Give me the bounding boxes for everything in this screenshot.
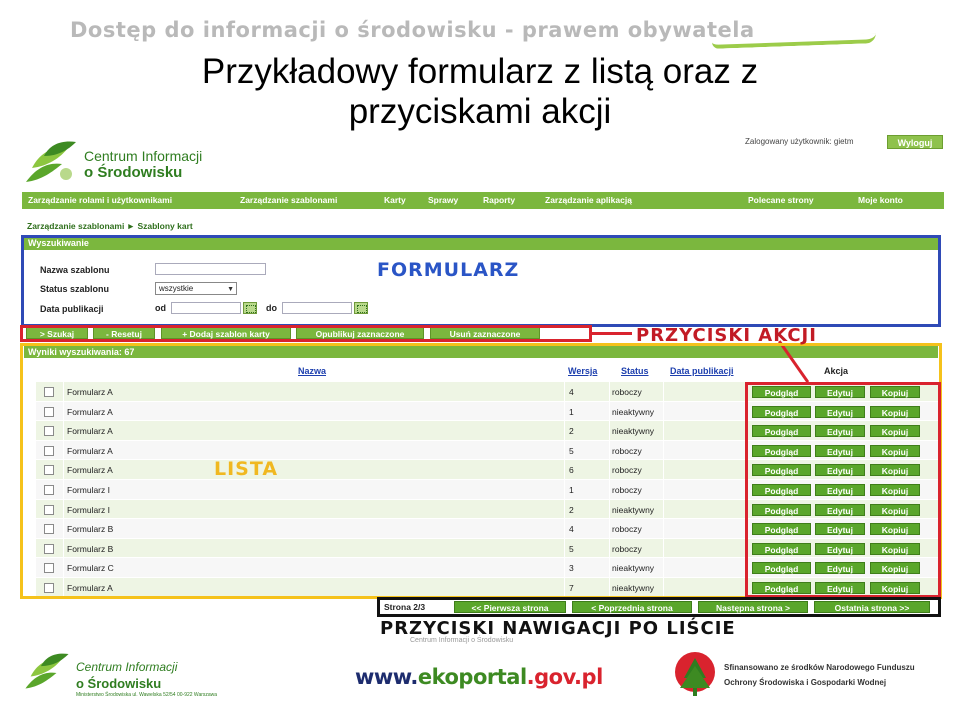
cell-name: Formularz A — [67, 445, 113, 456]
cell-version: 4 — [569, 524, 574, 535]
footer-url[interactable] — [355, 665, 603, 689]
cell-name: Formularz I — [67, 504, 110, 515]
footer-url-prefix: www. — [355, 665, 418, 689]
edit-button[interactable]: Edytuj — [815, 425, 865, 437]
edit-button[interactable]: Edytuj — [815, 582, 865, 594]
preview-button[interactable]: Podgląd — [752, 523, 811, 535]
footer-fund-line1: Sfinansowano ze środków Narodowego Funduszu — [724, 663, 915, 672]
edit-button[interactable]: Edytuj — [815, 562, 865, 574]
preview-button[interactable]: Podgląd — [752, 425, 811, 437]
copy-button[interactable]: Kopiuj — [870, 386, 920, 398]
annotation-actions: PRZYCISKI AKCJI — [636, 325, 817, 346]
cell-name: Formularz A — [67, 583, 113, 593]
preview-button[interactable]: Podgląd — [752, 464, 811, 476]
cell-name: Formularz A — [67, 426, 113, 437]
cell-name: Formularz A — [67, 387, 113, 397]
template-status-label: Status szablonu — [40, 284, 110, 294]
preview-button[interactable]: Podgląd — [752, 504, 811, 516]
preview-button[interactable]: Podgląd — [752, 484, 811, 496]
actions-highlight-box — [20, 325, 592, 342]
leaves-logo-icon — [22, 648, 72, 698]
logout-button[interactable]: Wyloguj — [887, 135, 943, 149]
date-to-label: do — [266, 303, 277, 313]
nav-item-my-account[interactable]: Moje konto — [858, 195, 903, 205]
cell-status: nieaktywny — [612, 426, 655, 437]
cell-status: nieaktywny — [612, 504, 655, 515]
search-panel-header: Wyszukiwanie — [24, 236, 938, 250]
edit-button[interactable]: Edytuj — [815, 543, 865, 555]
footer-logo-line1: Centrum Informacji — [76, 660, 178, 674]
nav-item-templates[interactable]: Zarządzanie szablonami — [240, 195, 338, 205]
cell-version: 5 — [569, 445, 574, 456]
first-page-button[interactable]: << Pierwsza strona — [454, 601, 566, 613]
copy-button[interactable]: Kopiuj — [870, 445, 920, 457]
cell-version: 3 — [569, 563, 574, 574]
slide-banner: Dostęp do informacji o środowisku - prawem obywatela — [70, 18, 755, 42]
cell-status: nieaktywny — [612, 583, 655, 593]
prev-page-button[interactable]: < Poprzednia strona — [572, 601, 692, 613]
template-status-value: wszystkie — [159, 284, 194, 293]
cell-name: Formularz A — [67, 406, 113, 417]
column-header-date[interactable]: Data publikacji — [670, 366, 734, 376]
nav-item-cases[interactable]: Sprawy — [428, 195, 459, 205]
add-template-button[interactable]: + Dodaj szablon karty — [161, 327, 291, 339]
copy-button[interactable]: Kopiuj — [870, 582, 920, 594]
logo-title-line1: Centrum Informacji — [84, 148, 203, 164]
edit-button[interactable]: Edytuj — [815, 464, 865, 476]
preview-button[interactable]: Podgląd — [752, 406, 811, 418]
cell-name: Formularz B — [67, 543, 114, 554]
slide-title-line1: Przykładowy formularz z listą oraz z — [201, 52, 759, 91]
nav-item-cards[interactable]: Karty — [384, 195, 406, 205]
cell-status: roboczy — [612, 524, 642, 535]
footer-fund-line2: Ochrony Środowiska i Gospodarki Wodnej — [724, 678, 887, 687]
pagination-highlight-box — [377, 597, 941, 617]
copy-button[interactable]: Kopiuj — [870, 543, 920, 555]
cell-name: Formularz I — [67, 485, 110, 495]
logged-user-label: Zalogowany użytkownik: gietm — [745, 137, 854, 146]
publish-date-label: Data publikacji — [40, 304, 104, 314]
actions-connector-line — [592, 332, 632, 335]
copy-button[interactable]: Kopiuj — [870, 504, 920, 516]
edit-button[interactable]: Edytuj — [815, 504, 865, 516]
footer-faint-caption: Centrum Informacji o Środowisku — [410, 637, 514, 644]
preview-button[interactable]: Podgląd — [752, 562, 811, 574]
footer-logo-line3: Ministerstwo Środowiska ul. Wawelska 52/54 00-922 Warszawa — [76, 692, 218, 698]
form-highlight-box — [21, 235, 941, 327]
slide-title — [0, 52, 960, 132]
nav-item-roles-users[interactable]: Zarządzanie rolami i użytkownikami — [28, 195, 173, 205]
edit-button[interactable]: Edytuj — [815, 484, 865, 496]
annotation-navigation: PRZYCISKI NAWIGACJI PO LIŚCIE — [380, 618, 736, 639]
copy-button[interactable]: Kopiuj — [870, 406, 920, 418]
search-button[interactable]: > Szukaj — [26, 327, 88, 339]
cell-version: 4 — [569, 387, 574, 397]
cell-status: nieaktywny — [612, 563, 655, 574]
edit-button[interactable]: Edytuj — [815, 386, 865, 398]
cell-name: Formularz B — [67, 524, 114, 535]
copy-button[interactable]: Kopiuj — [870, 484, 920, 496]
copy-button[interactable]: Kopiuj — [870, 523, 920, 535]
page-indicator: Strona 2/3 — [384, 602, 426, 612]
column-header-name[interactable]: Nazwa — [298, 366, 327, 376]
cell-name: Formularz A — [67, 465, 113, 476]
edit-button[interactable]: Edytuj — [815, 406, 865, 418]
dropdown-arrow-icon: ▼ — [227, 286, 234, 293]
edit-button[interactable]: Edytuj — [815, 523, 865, 535]
date-from-label: od — [155, 303, 166, 313]
publish-selected-button[interactable]: Opublikuj zaznaczone — [296, 327, 424, 339]
cell-version: 2 — [569, 426, 574, 437]
cell-version: 1 — [569, 406, 574, 417]
edit-button[interactable]: Edytuj — [815, 445, 865, 457]
footer-funding-note — [724, 660, 915, 690]
nav-item-app-management[interactable]: Zarządzanie aplikacją — [545, 195, 632, 205]
results-header: Wyniki wyszukiwania: 67 — [24, 346, 938, 358]
main-nav — [22, 192, 944, 209]
cell-version: 2 — [569, 504, 574, 515]
annotation-list: LISTA — [214, 458, 279, 480]
column-header-version[interactable]: Wersja — [568, 366, 598, 376]
leaves-logo-icon — [22, 138, 80, 190]
preview-button[interactable]: Podgląd — [752, 543, 811, 555]
cell-version: 6 — [569, 465, 574, 476]
footer-logo — [22, 646, 222, 702]
row-actions-highlight-box — [745, 382, 941, 598]
next-page-button[interactable]: Następna strona > — [698, 601, 808, 613]
last-page-button[interactable]: Ostatnia strona >> — [814, 601, 930, 613]
cell-status: nieaktywny — [612, 406, 655, 417]
column-header-status[interactable]: Status — [621, 366, 649, 376]
delete-selected-button[interactable]: Usuń zaznaczone — [430, 327, 540, 339]
nav-item-recommended[interactable]: Polecane strony — [748, 195, 814, 205]
preview-button[interactable]: Podgląd — [752, 386, 811, 398]
logo-title-line2: o Środowisku — [84, 164, 183, 181]
preview-button[interactable]: Podgląd — [752, 582, 811, 594]
reset-button[interactable]: - Resetuj — [93, 327, 155, 339]
slide-title-line2: przyciskami akcji — [348, 92, 612, 131]
footer-url-main: ekoportal — [417, 665, 527, 689]
annotation-form: FORMULARZ — [377, 259, 520, 281]
cell-name: Formularz C — [67, 563, 114, 574]
cell-status: roboczy — [612, 485, 642, 495]
app-logo[interactable] — [22, 138, 252, 190]
cell-status: roboczy — [612, 387, 642, 397]
cell-status: roboczy — [612, 543, 642, 554]
column-header-action: Akcja — [824, 366, 849, 376]
cell-version: 7 — [569, 583, 574, 593]
footer-url-suffix: .gov.pl — [526, 665, 603, 689]
copy-button[interactable]: Kopiuj — [870, 464, 920, 476]
cell-status: roboczy — [612, 445, 642, 456]
template-name-label: Nazwa szablonu — [40, 265, 110, 275]
copy-button[interactable]: Kopiuj — [870, 425, 920, 437]
cell-status: roboczy — [612, 465, 642, 476]
cell-version: 5 — [569, 543, 574, 554]
cell-version: 1 — [569, 485, 574, 495]
breadcrumb[interactable]: Zarządzanie szablonami ► Szablony kart — [27, 221, 193, 231]
fund-tree-logo-icon — [672, 650, 718, 700]
preview-button[interactable]: Podgląd — [752, 445, 811, 457]
copy-button[interactable]: Kopiuj — [870, 562, 920, 574]
footer-logo-line2: o Środowisku — [76, 676, 162, 691]
nav-item-reports[interactable]: Raporty — [483, 195, 516, 205]
